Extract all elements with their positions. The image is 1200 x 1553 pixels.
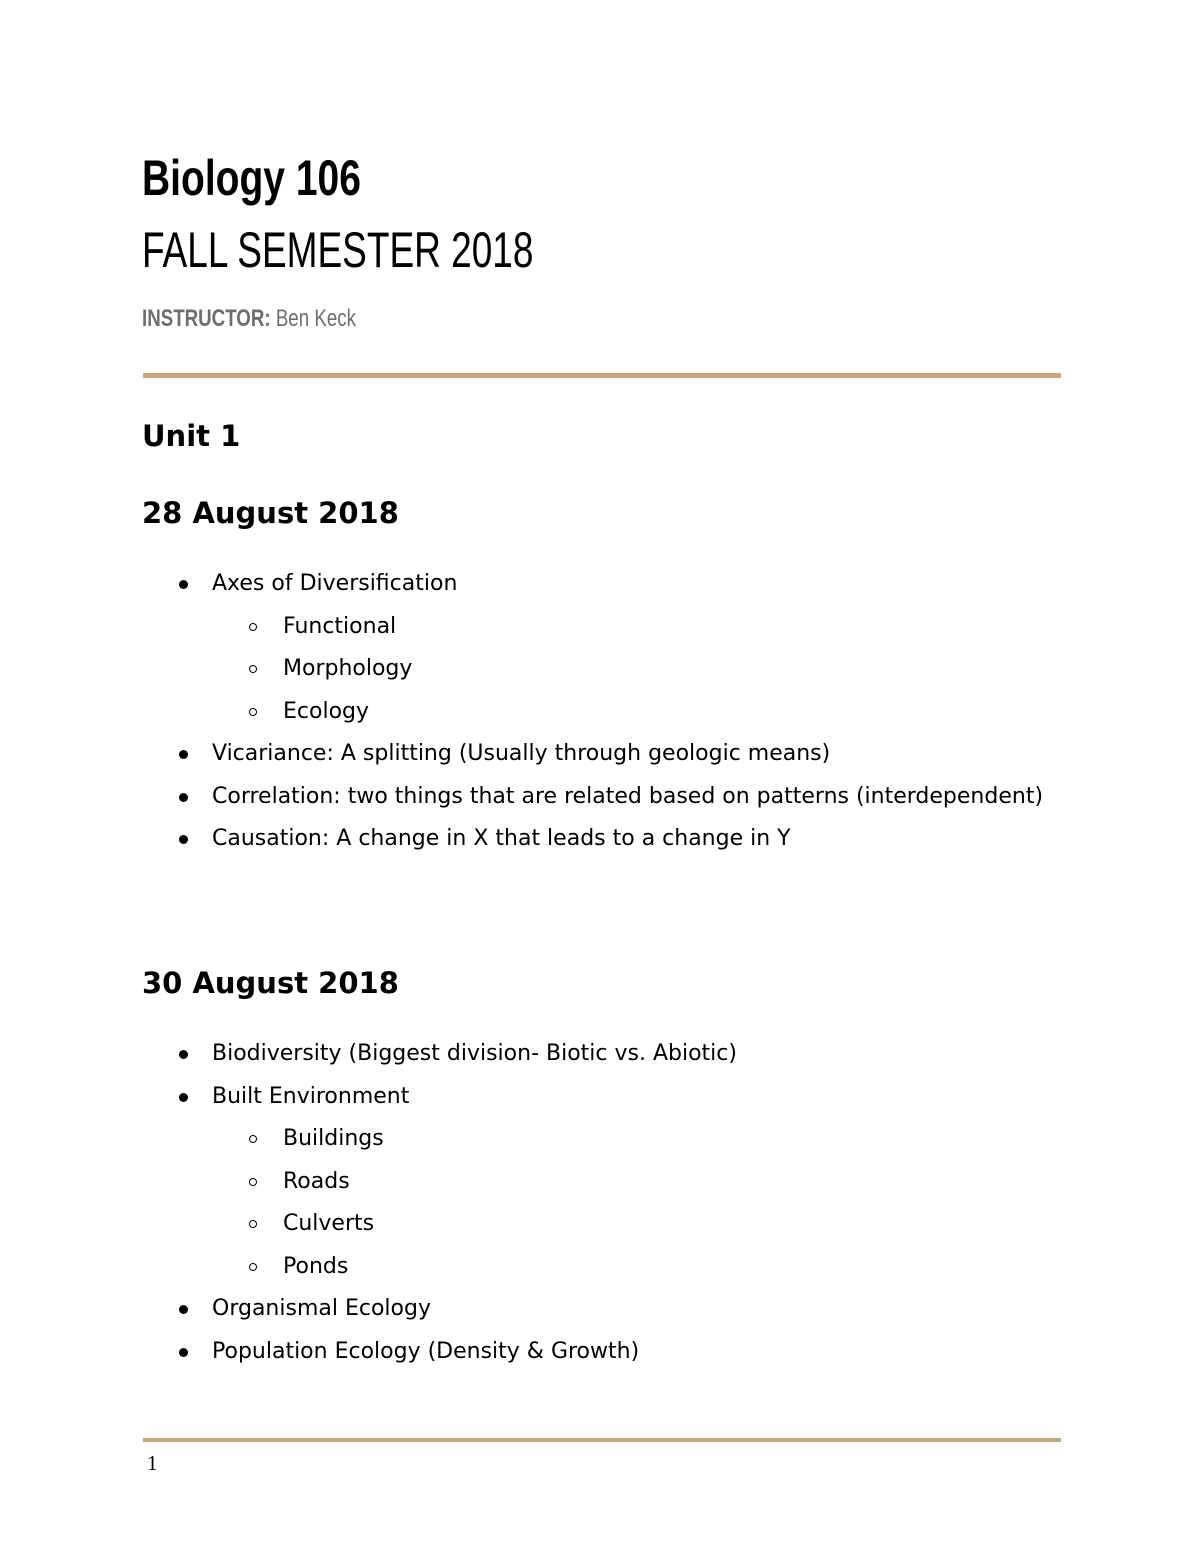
hollow-bullet-icon: [249, 1135, 257, 1143]
bullet-text: Population Ecology (Density & Growth): [212, 1338, 640, 1364]
bullet-text: Culverts: [283, 1211, 375, 1236]
filled-bullet-icon: [179, 1050, 188, 1059]
hollow-bullet-icon: [249, 1263, 257, 1271]
bullet-item: [0, 1331, 1200, 1374]
filled-bullet-icon: [179, 793, 188, 802]
bullet-text: Correlation: two things that are related based on patterns (interdependent): [212, 783, 1044, 809]
filled-bullet-icon: [179, 1093, 188, 1102]
section-2-list: [0, 1033, 1200, 1373]
sub-bullet-item: [0, 1161, 1200, 1204]
header-divider: [143, 373, 1061, 378]
document-subtitle: FALL SEMESTER 2018: [142, 222, 534, 278]
bullet-text: Biodiversity (Biggest division- Biotic vs. Abiotic): [212, 1041, 737, 1066]
hollow-bullet-icon: [249, 708, 257, 716]
bullet-item: [0, 1033, 1200, 1076]
sub-bullet-item: [0, 691, 1200, 734]
section-1-list: [0, 563, 1200, 861]
section-date-heading: 28 August 2018: [142, 496, 399, 530]
bullet-item: [0, 776, 1200, 819]
bullet-text: Causation: A change in X that leads to a change in Y: [212, 826, 791, 851]
hollow-bullet-icon: [249, 665, 257, 673]
bullet-text: Buildings: [283, 1126, 384, 1151]
page-number: 1: [147, 1451, 158, 1475]
sub-bullet-item: [0, 606, 1200, 649]
bullet-text: Organismal Ecology: [212, 1296, 431, 1321]
bullet-text: Built Environment: [212, 1083, 410, 1109]
bullet-text: Roads: [283, 1168, 350, 1194]
section-date-heading: 30 August 2018: [142, 966, 399, 1000]
hollow-bullet-icon: [249, 1220, 257, 1228]
hollow-bullet-icon: [249, 1178, 257, 1186]
bullet-text: Ecology: [283, 698, 370, 724]
filled-bullet-icon: [179, 580, 188, 589]
filled-bullet-icon: [179, 835, 188, 844]
bullet-item: [0, 1288, 1200, 1331]
hollow-bullet-icon: [249, 623, 257, 631]
bullet-text: Ponds: [283, 1253, 349, 1279]
document-title: Biology 106: [142, 150, 361, 206]
filled-bullet-icon: [179, 1305, 188, 1314]
footer-divider: [143, 1438, 1061, 1442]
bullet-item: [0, 733, 1200, 776]
bullet-item: [0, 818, 1200, 861]
sub-bullet-item: [0, 648, 1200, 691]
bullet-text: Functional: [283, 613, 397, 639]
bullet-text: Morphology: [283, 656, 413, 681]
bullet-text: Axes of Diversification: [212, 571, 458, 596]
instructor-name: Ben Keck: [275, 305, 356, 332]
filled-bullet-icon: [179, 1348, 188, 1357]
sub-bullet-item: [0, 1203, 1200, 1246]
bullet-text: Vicariance: A splitting (Usually through geologic means): [212, 741, 831, 766]
instructor-line: [142, 304, 356, 334]
bullet-item: [0, 1076, 1200, 1119]
filled-bullet-icon: [179, 750, 188, 759]
bullet-item: [0, 563, 1200, 606]
sub-bullet-item: [0, 1118, 1200, 1161]
instructor-label: INSTRUCTOR:: [142, 305, 271, 332]
sub-bullet-item: [0, 1246, 1200, 1289]
unit-heading: Unit 1: [142, 419, 241, 453]
